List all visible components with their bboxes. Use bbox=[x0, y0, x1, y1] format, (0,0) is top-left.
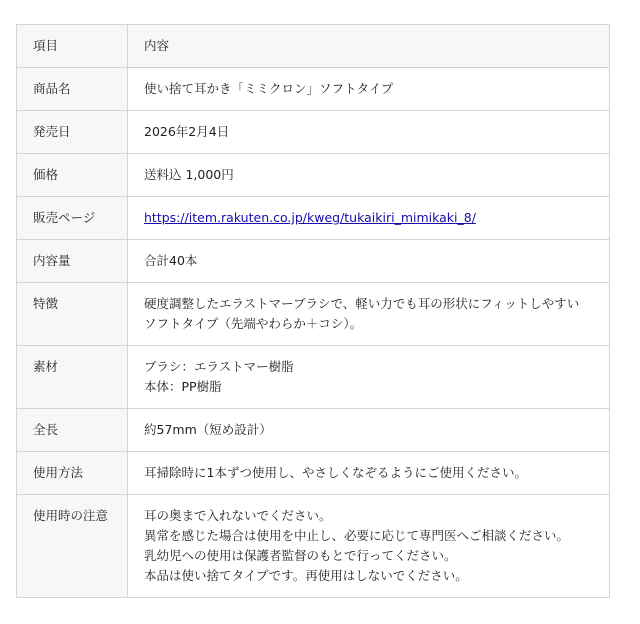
row-value-cell bbox=[128, 346, 610, 409]
product-spec-table bbox=[16, 24, 610, 598]
row-key-label: 全長 bbox=[33, 422, 59, 437]
row-key-cell bbox=[17, 68, 128, 111]
table-row-release-date bbox=[17, 111, 610, 154]
row-key-cell bbox=[17, 346, 128, 409]
header-key-label: 項目 bbox=[33, 38, 59, 53]
row-value-cell bbox=[128, 111, 610, 154]
table-row-price bbox=[17, 154, 610, 197]
row-key-cell bbox=[17, 452, 128, 495]
row-value-cell bbox=[128, 197, 610, 240]
row-value-text: 約57mm（短め設計） bbox=[144, 422, 272, 437]
row-key-cell bbox=[17, 283, 128, 346]
header-value-label: 内容 bbox=[144, 38, 170, 53]
row-value-cell bbox=[128, 409, 610, 452]
row-key-cell bbox=[17, 409, 128, 452]
row-value-text: 送料込 1,000円 bbox=[144, 167, 234, 182]
features-line: 硬度調整したエラストマーブラシで、軽い力でも耳の形状にフィットしやすい bbox=[144, 296, 580, 311]
row-value-cell bbox=[128, 240, 610, 283]
header-key-cell bbox=[17, 25, 128, 68]
row-value-cell bbox=[128, 68, 610, 111]
caution-line: 本品は使い捨てタイプです。再使用はしないでください。 bbox=[144, 568, 468, 583]
row-key-label: 価格 bbox=[33, 167, 59, 182]
row-key-label: 使用方法 bbox=[33, 465, 84, 480]
material-line: 本体：PP樹脂 bbox=[144, 379, 222, 394]
row-value-text: 2026年2月4日 bbox=[144, 124, 230, 139]
row-value-text: 使い捨て耳かき「ミミクロン」ソフトタイプ bbox=[144, 81, 394, 96]
row-key-label: 使用時の注意 bbox=[33, 508, 109, 523]
table-header-row bbox=[17, 25, 610, 68]
row-value-cell bbox=[128, 283, 610, 346]
table-row-length bbox=[17, 409, 610, 452]
table-row-features bbox=[17, 283, 610, 346]
table-row-usage bbox=[17, 452, 610, 495]
table-row-material bbox=[17, 346, 610, 409]
row-value-text: 耳掃除時に1本ずつ使用し、やさしくなぞるようにご使用ください。 bbox=[144, 465, 527, 480]
caution-line: 異常を感じた場合は使用を中止し、必要に応じて専門医へご相談ください。 bbox=[144, 528, 570, 543]
table-row-product-name bbox=[17, 68, 610, 111]
row-key-cell bbox=[17, 240, 128, 283]
row-key-cell bbox=[17, 111, 128, 154]
row-key-label: 素材 bbox=[33, 359, 59, 374]
caution-line: 耳の奥まで入れないでください。 bbox=[144, 508, 332, 523]
row-key-label: 発売日 bbox=[33, 124, 71, 139]
material-line: ブラシ：エラストマー樹脂 bbox=[144, 359, 294, 374]
row-key-label: 商品名 bbox=[33, 81, 71, 96]
header-value-cell bbox=[128, 25, 610, 68]
table-row-cautions bbox=[17, 495, 610, 598]
row-key-label: 販売ページ bbox=[33, 210, 96, 225]
row-key-label: 内容量 bbox=[33, 253, 71, 268]
table-row-contents bbox=[17, 240, 610, 283]
row-value-cell bbox=[128, 452, 610, 495]
row-key-cell bbox=[17, 154, 128, 197]
row-key-label: 特徴 bbox=[33, 296, 59, 311]
row-value-text: 合計40本 bbox=[144, 253, 198, 268]
spec-table-container bbox=[16, 24, 610, 598]
row-key-cell bbox=[17, 495, 128, 598]
caution-line: 乳幼児への使用は保護者監督のもとで行ってください。 bbox=[144, 548, 457, 563]
row-key-cell bbox=[17, 197, 128, 240]
table-row-sales-page bbox=[17, 197, 610, 240]
sales-page-link[interactable]: https://item.rakuten.co.jp/kweg/tukaikiri_mimikaki_8/ bbox=[144, 210, 476, 225]
row-value-cell bbox=[128, 495, 610, 598]
row-value-cell bbox=[128, 154, 610, 197]
features-line: ソフトタイプ（先端やわらか＋コシ）。 bbox=[144, 316, 363, 331]
